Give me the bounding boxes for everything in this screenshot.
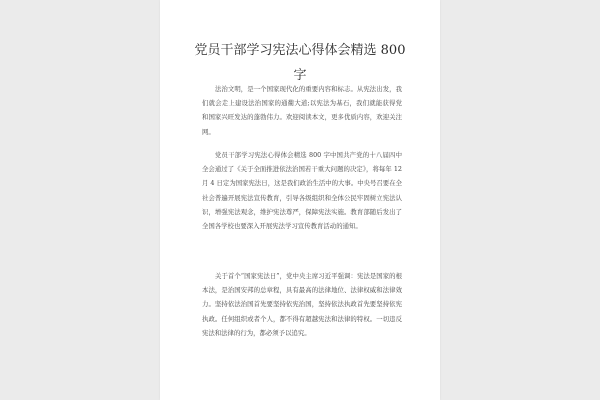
paragraph-conclusion: 关于首个“国家宪法日”，党中央主席习近平强调：宪法是国家的根本法，是治国安邦的总章程，具有最高的法律地位、法律权威和法律效力。坚持依法治国首先要坚持依宪治国，坚持依法执政首先要坚持依宪执政。任何组织或者个人，都不得有超越宪法和法律的特权。一切违反宪法和法律的行为，都必须予以追究。 bbox=[202, 272, 402, 337]
paragraph-body: 党员干部学习宪法心得体会精选 800 字中国共产党的十八届四中全会通过了《关于全面推进依法治国若干重大问题的决定》，将每年 12 月 4 日定为国家宪法日，这是我们政治生活中的大事。中央号召要在全社会普遍开展宪法宣传教育，引导各级组织和全体公民牢固树立宪法认识，增强宪法观念，维护宪法尊严，保障宪法实施。教育部随后发出了全国各学校也要深入开展宪法学习宣传教育活动的通知。 bbox=[202, 151, 402, 231]
page-title: 党员干部学习宪法心得体会精选 800 字 bbox=[194, 43, 406, 83]
paragraph-intro: 法治文明，是一个国家现代化的重要内容和标志。从宪法出发，我们就会走上建设法治国家的通衢大道;以宪法为基石，我们就能获得党和国家兴旺发达的蓬勃伟力。欢迎阅读本文，更多优质内容，欢迎关注网。 bbox=[202, 85, 402, 136]
document-page bbox=[160, 0, 440, 400]
